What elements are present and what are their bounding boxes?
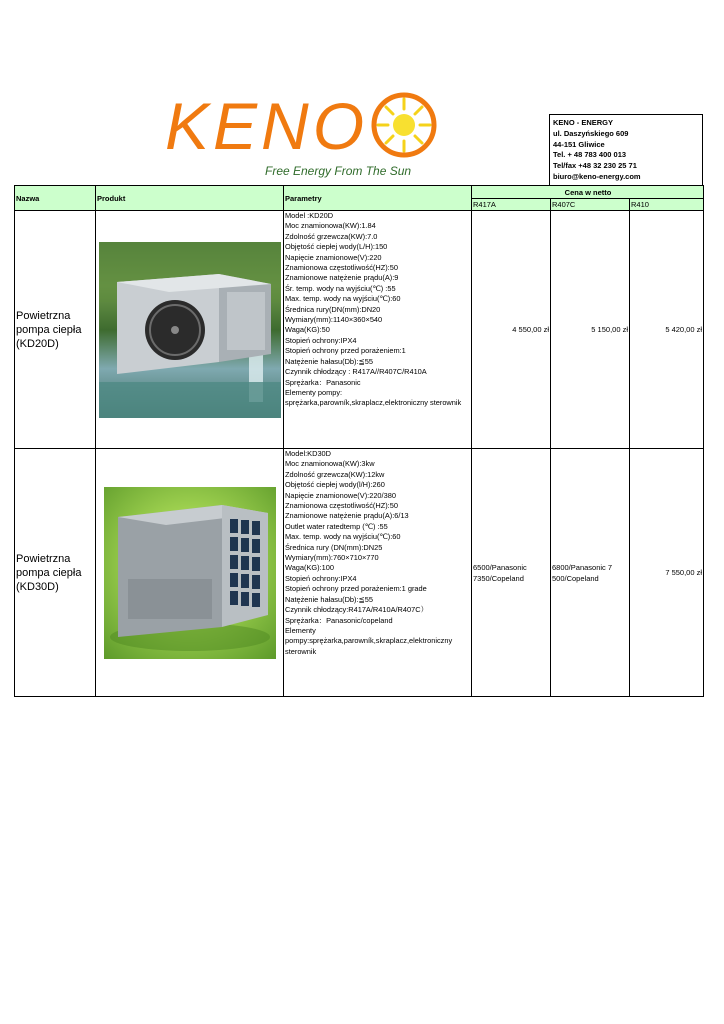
product-name: Powietrzna pompa ciepła (KD30D) bbox=[15, 449, 96, 697]
param-line: Zdolność grzewcza(KW):12kw bbox=[285, 469, 385, 479]
param-line: Elementy pompy: bbox=[285, 387, 343, 397]
product-params bbox=[284, 211, 472, 449]
street: ul. Daszyńskiego 609 bbox=[553, 128, 629, 138]
price-r410: 5 420,00 zł bbox=[630, 211, 704, 449]
param-line: Stopień ochrony:IPX4 bbox=[285, 573, 357, 583]
header-price: Cena w netto bbox=[472, 186, 704, 199]
param-line: Średnica rury (DN(mm):DN25 bbox=[285, 542, 383, 552]
product-params bbox=[284, 449, 472, 697]
param-line: Wymiary(mm):760×710×770 bbox=[285, 553, 379, 563]
product-name: Powietrzna pompa ciepła (KD20D) bbox=[15, 211, 96, 449]
param-line: Znamionowe natężenie prądu(A):9 bbox=[285, 273, 399, 283]
param-line: Natężenie hałasu(Db):≦55 bbox=[285, 594, 373, 604]
param-line: Zdolność grzewcza(KW):7.0 bbox=[285, 231, 378, 241]
price-r407c: 6800/Panasonic 7 500/Copeland bbox=[551, 449, 630, 697]
param-line: Moc znamionowa(KW):3kw bbox=[285, 459, 375, 469]
param-line: Czynnik chłodzący:R417A/R410A/R407C） bbox=[285, 605, 428, 615]
header-r417a: R417A bbox=[472, 199, 551, 211]
sun-icon bbox=[368, 89, 440, 161]
product-image-cell bbox=[96, 211, 284, 449]
price-r417a: 4 550,00 zł bbox=[472, 211, 551, 449]
param-line: Moc znamionowa(KW):1.84 bbox=[285, 221, 376, 231]
header-r410: R410 bbox=[630, 199, 704, 211]
param-line: Objętość ciepłej wody(L/H):150 bbox=[285, 242, 388, 252]
param-line: Elementy bbox=[285, 625, 316, 635]
param-line: sprężarka,parowník,skraplacz,elektroniczny sterownik bbox=[285, 398, 462, 408]
keno-logo bbox=[165, 86, 435, 186]
price-r410: 7 550,00 zł bbox=[630, 449, 704, 697]
param-line: pompy:sprężarka,parowník,skraplacz,elektroniczny sterownik bbox=[285, 636, 453, 656]
param-line: Znamionowa częstotliwość(HZ):50 bbox=[285, 501, 398, 511]
param-line: Model:KD30D bbox=[285, 449, 332, 458]
param-line: Model :KD20D bbox=[285, 211, 334, 220]
contact-box bbox=[549, 114, 703, 185]
price-table bbox=[14, 185, 704, 697]
param-line: Objętość ciepłej wody(l/H):260 bbox=[285, 480, 385, 490]
header-product: Produkt bbox=[96, 186, 284, 211]
header-params: Parametry bbox=[284, 186, 472, 211]
param-line: Stopień ochrony:IPX4 bbox=[285, 335, 357, 345]
tagline: Free Energy From The Sun bbox=[265, 164, 412, 178]
email: biuro@keno-energy.com bbox=[553, 171, 641, 181]
param-line: Napięcie znamionowe(V):220 bbox=[285, 252, 382, 262]
param-line: Średnica rury(DN(mm):DN20 bbox=[285, 304, 381, 314]
heat-pump-kd20d-image bbox=[99, 242, 281, 418]
header-r407c: R407C bbox=[551, 199, 630, 211]
param-line: Max. temp. wody na wyjściu(℃):60 bbox=[285, 532, 401, 542]
param-line: Napięcie znamionowe(V):220/380 bbox=[285, 490, 396, 500]
param-line: Waga(KG):50 bbox=[285, 325, 330, 335]
logo-text: KENO bbox=[165, 89, 369, 163]
param-line: Czynnik chłodzący : R417A//R407C/R410A bbox=[285, 367, 427, 377]
param-line: Sprężarka：Panasonic bbox=[285, 377, 361, 387]
param-line: Max. temp. wody na wyjściu(℃):60 bbox=[285, 294, 401, 304]
param-line: Sprężarka：Panasonic/copeland bbox=[285, 615, 393, 625]
table-row bbox=[15, 211, 704, 449]
param-line: Natężenie hałasu(Db):≦55 bbox=[285, 356, 373, 366]
price-r417a: 6500/Panasonic 7350/Copeland bbox=[472, 449, 551, 697]
header-name: Nazwa bbox=[15, 186, 96, 211]
param-line: Wymiary(mm):1140×360×540 bbox=[285, 315, 383, 325]
table-row bbox=[15, 449, 704, 697]
param-line: Stopień ochrony przed porażeniem:1 bbox=[285, 346, 406, 356]
product-image-cell bbox=[96, 449, 284, 697]
heat-pump-kd30d-image bbox=[104, 487, 276, 659]
param-line: Waga(KG):100 bbox=[285, 563, 335, 573]
fax: Tel/fax +48 32 230 25 71 bbox=[553, 161, 637, 171]
param-line: Znamionowa częstotliwość(HZ):50 bbox=[285, 263, 398, 273]
param-line: Śr. temp. wody na wyjściu(℃) :55 bbox=[285, 283, 396, 293]
price-r407c: 5 150,00 zł bbox=[551, 211, 630, 449]
company-name: KENO - ENERGY bbox=[553, 118, 614, 127]
city: 44-151 Gliwice bbox=[553, 139, 605, 149]
param-line: Stopień ochrony przed porażeniem:1 grade bbox=[285, 584, 427, 594]
phone: Tel. + 48 783 400 013 bbox=[553, 150, 627, 160]
param-line: Outlet water ratedtemp (℃) :55 bbox=[285, 521, 388, 531]
param-line: Znamionowe natężenie prądu(A):6/13 bbox=[285, 511, 409, 521]
